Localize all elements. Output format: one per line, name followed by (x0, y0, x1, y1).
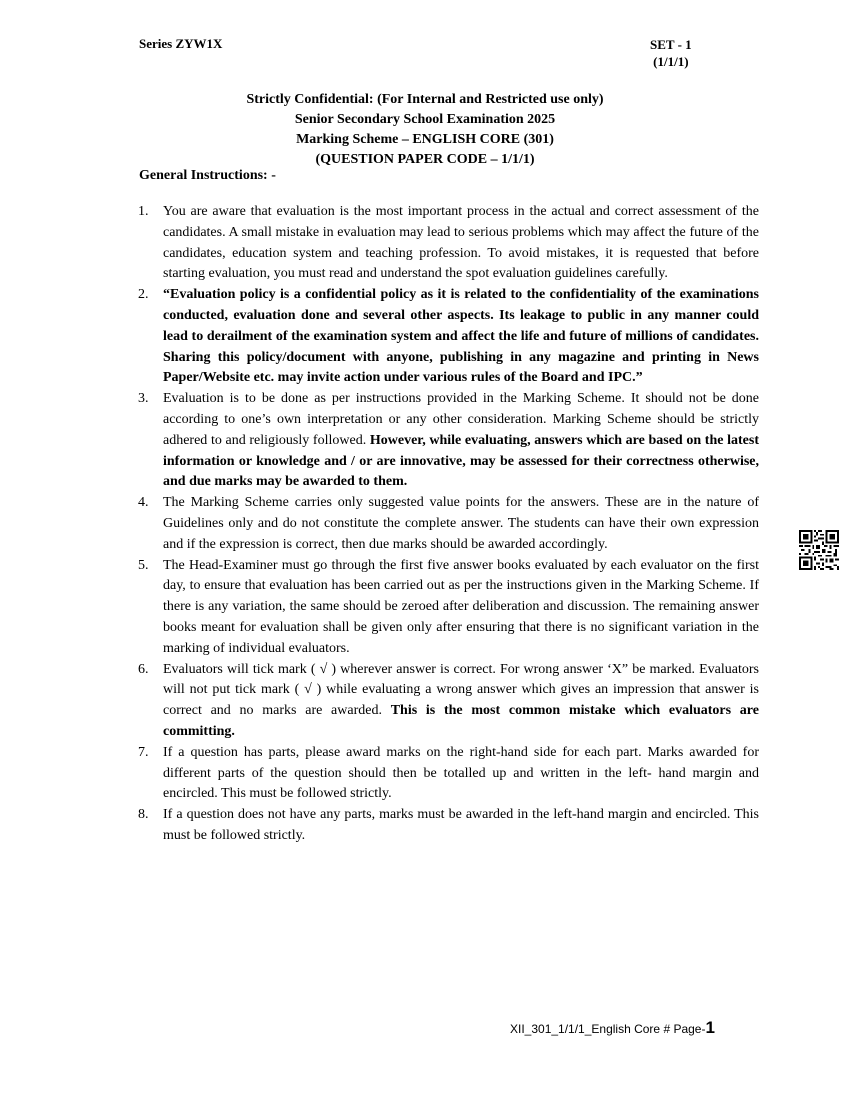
instruction-text: Evaluators will tick mark ( √ ) wherever answer is correct. For wrong answer ‘X” be marked. Evaluators will not put tick mark ( √ ) while evaluating a wrong answer which gives an impression that answer is correct and no marks are awarded. (163, 661, 759, 719)
instruction-number: 8. (138, 807, 149, 823)
instruction-text: The Marking Scheme carries only suggested value points for the answers. These are in the nature of Guidelines only and do not constitute the complete answer. The students can have their own expression and if the expression is correct, then due marks should be awarded accordingly. (163, 495, 759, 552)
set-label (650, 36, 692, 70)
instruction-item (138, 202, 759, 285)
title-exam: Senior Secondary School Examination 2025 (294, 112, 556, 127)
qr-code-icon (799, 530, 839, 570)
instruction-text: The Head-Examiner must go through the first five answer books evaluated by each evaluator on the first day, to ensure that evaluation has been carried out as per the instructions given in the Marking Scheme. If there is any variation, the same should be zeroed after deliberation and discussion. The remaining answer books meant for evaluation shall be given only after ensuring that there is no significant variation in the marking of individual evaluators. (163, 557, 759, 656)
instruction-bold-text: However, while evaluating, answers which are based on the latest information or knowledge and / or are innovative, may be assessed for their correctness otherwise, and due marks may be awarded to them. (163, 432, 759, 490)
set-number: SET - 1 (650, 37, 692, 52)
instruction-item (138, 285, 759, 389)
title-confidential: Strictly Confidential: (For Internal and Restricted use only) (246, 92, 604, 107)
instruction-item (138, 389, 759, 493)
title-paper-code: (QUESTION PAPER CODE – 1/1/1) (315, 152, 535, 167)
instruction-item (138, 743, 759, 805)
instruction-item (138, 493, 759, 555)
set-code: (1/1/1) (653, 54, 689, 69)
instruction-number: 6. (138, 661, 149, 677)
instruction-number: 7. (138, 744, 149, 760)
instruction-item (138, 805, 759, 847)
series-label: Series ZYW1X (139, 36, 223, 51)
general-instructions-heading: General Instructions: - (139, 168, 276, 183)
page-number: 1 (705, 1018, 715, 1037)
instruction-number: 3. (138, 391, 149, 407)
page-footer (510, 1018, 715, 1038)
instruction-text: If a question does not have any parts, marks must be awarded in the left-hand margin and encircled. This must be followed strictly. (163, 807, 759, 843)
instruction-text: If a question has parts, please award marks on the right-hand side for each part. Marks awarded for different parts of the question should then be totalled up and written in the left- hand margin and encircled. This must be followed strictly. (163, 744, 759, 802)
instruction-text: You are aware that evaluation is the most important process in the actual and correct assessment of the candidates. A small mistake in evaluation may lead to serious problems which may affect the future of the candidates, education system and teaching profession. To avoid mistakes, it is requested that before starting evaluation, you must read and understand the spot evaluation guidelines carefully. (163, 204, 759, 282)
instructions-list (138, 202, 759, 847)
instruction-item (138, 660, 759, 743)
title-marking-scheme: Marking Scheme – ENGLISH CORE (301) (296, 132, 554, 147)
instruction-number: 2. (138, 287, 149, 303)
instruction-bold-text: “Evaluation policy is a confidential policy as it is related to the confidentiality of the examinations conducted, evaluation done and several other aspects. Its leakage to public in any manner could lead to derailment of the examination system and affect the life and future of millions of candidates. Sharing this policy/document with anyone, publishing in any magazine and printing in News Paper/Website etc. may invite action under various rules of the Board and IPC.” (163, 287, 759, 386)
instruction-item (138, 556, 759, 660)
footer-text: XII_301_1/1/1_English Core # Page- (510, 1022, 706, 1036)
instruction-bold-text: This is the most common mistake which evaluators are committing. (163, 703, 759, 739)
document-titles (0, 90, 850, 170)
instruction-number: 5. (138, 557, 149, 573)
instruction-number: 4. (138, 495, 149, 511)
instruction-text: Evaluation is to be done as per instructions provided in the Marking Scheme. It should not be done according to one’s own interpretation or any other consideration. Marking Scheme should be strictly adhered to and religiously followed. (163, 391, 759, 448)
instruction-number: 1. (138, 204, 149, 219)
